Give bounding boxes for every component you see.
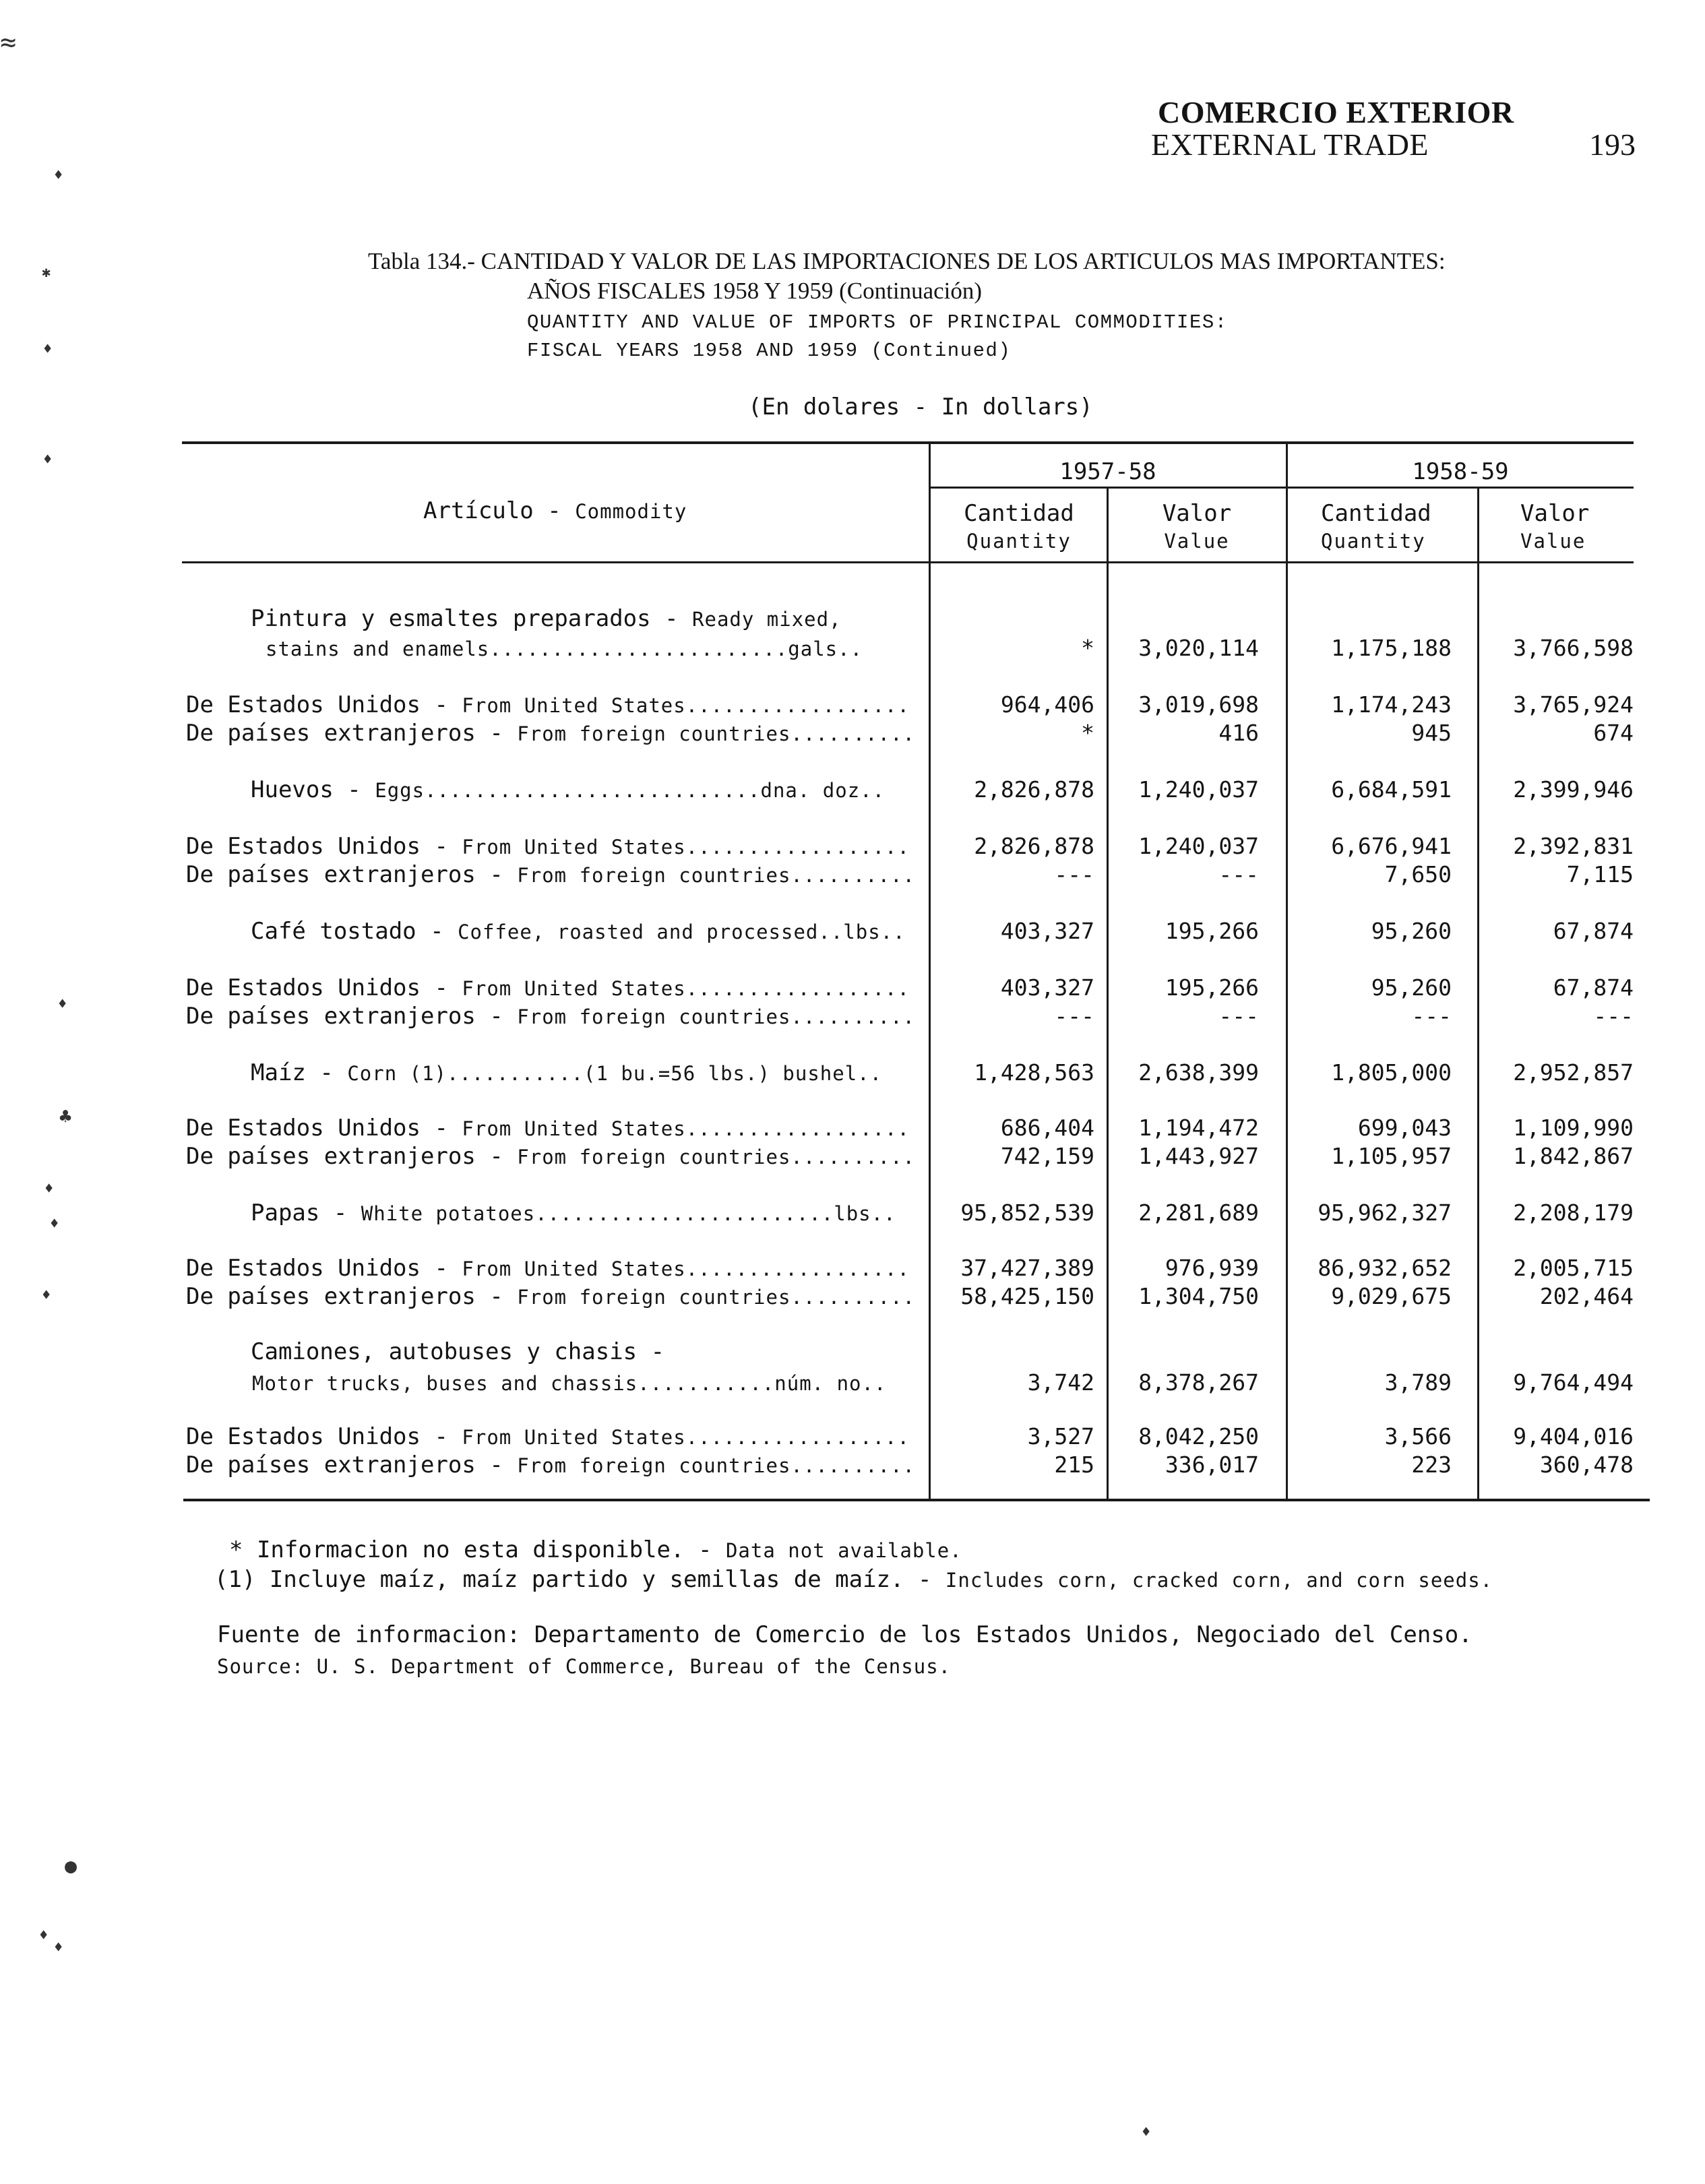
table-row: De Estados Unidos - From United States.................. 2,826,878 1,240,037 6,676,941 2,392,831 — [186, 833, 1634, 860]
col-quantity-es: Cantidad — [964, 500, 1074, 527]
table-row: De países extranjeros - From foreign countries.......... 215 336,017 223 360,478 — [186, 1452, 1634, 1478]
title-es-line-2: AÑOS FISCALES 1958 Y 1959 (Continuación) — [527, 278, 983, 304]
scan-mark: ♦ — [42, 1287, 51, 1304]
scan-mark: ♦ — [58, 996, 67, 1013]
source-es: Fuente de informacion: Departamento de Comercio de los Estados Unidos, Negociado del Censo. — [217, 1621, 1472, 1648]
table-row: Maíz - Corn (1)...........(1 bu.=56 lbs.) bushel.. 1,428,563 2,638,399 1,805,000 2,952,857 — [251, 1059, 1634, 1086]
table-row: stains and enamels........................gals.. * 3,020,114 1,175,188 3,766,598 — [266, 635, 1634, 661]
table-row: Camiones, autobuses y chasis - — [251, 1338, 665, 1365]
table-row: De Estados Unidos - From United States.................. 686,404 1,194,472 699,043 1,109,990 — [186, 1115, 1634, 1142]
title-units: (En dolares - In dollars) — [748, 394, 1093, 420]
title-en-line-1: QUANTITY AND VALUE OF IMPORTS OF PRINCIPAL COMMODITIES: — [527, 311, 1228, 334]
table-bottom-rule — [183, 1499, 1650, 1501]
scan-mark: ♦ — [54, 1939, 63, 1956]
table-row: De Estados Unidos - From United States.................. 37,427,389 976,939 86,932,652 2,005,715 — [186, 1255, 1634, 1282]
col-quantity-en: Quantity — [966, 530, 1072, 553]
title-en-line-2: FISCAL YEARS 1958 AND 1959 (Continued) — [527, 340, 1012, 362]
footnote-1: (1) Incluye maíz, maíz partido y semillas de maíz. - Includes corn, cracked corn, and corn seeds. — [214, 1566, 1493, 1593]
title-es-line-1: Tabla 134.- CANTIDAD Y VALOR DE LAS IMPORTACIONES DE LOS ARTICULOS MAS IMPORTANTES: — [368, 248, 1446, 274]
scan-mark: ♦ — [43, 451, 53, 468]
col-value-es: Valor — [1520, 500, 1590, 527]
scan-mark: ♦ — [39, 1927, 49, 1944]
scan-mark: ♦ — [50, 1216, 59, 1233]
year-rule — [930, 487, 1634, 489]
table-row: Motor trucks, buses and chassis...........núm. no.. 3,742 8,378,267 3,789 9,764,494 — [252, 1369, 1634, 1396]
table-row: De países extranjeros - From foreign countries.......... 58,425,150 1,304,750 9,029,675 202,464 — [186, 1283, 1634, 1310]
col-value-en: Value — [1520, 530, 1586, 553]
table-row: De Estados Unidos - From United States.................. 403,327 195,266 95,260 67,874 — [186, 974, 1634, 1001]
header-line-1: COMERCIO EXTERIOR — [1158, 95, 1514, 129]
col-quantity-1959 — [1287, 500, 1483, 553]
commodity-header-es: Artículo - — [423, 497, 561, 524]
header-bottom-rule — [182, 561, 1634, 563]
table-row: Café tostado - Coffee, roasted and processed..lbs.. 403,327 195,266 95,260 67,874 — [251, 918, 1634, 945]
header-line-2: EXTERNAL TRADE — [1151, 127, 1429, 162]
col-value-en: Value — [1164, 530, 1230, 553]
table-row: De Estados Unidos - From United States.................. 3,527 8,042,250 3,566 9,404,016 — [186, 1423, 1634, 1450]
scan-mark: ♣ — [59, 1105, 72, 1129]
commodity-header — [423, 497, 687, 524]
scan-mark: ≈ — [0, 27, 17, 58]
scan-mark: ✱ — [42, 264, 51, 281]
col-quantity-en: Quantity — [1321, 530, 1426, 553]
table-row: De países extranjeros - From foreign countries.......... --- --- --- --- — [186, 1003, 1634, 1030]
table-row: Pintura y esmaltes preparados - Ready mixed, — [251, 605, 842, 632]
col-value-1959 — [1479, 500, 1675, 553]
year-header-2: 1958-59 — [1412, 458, 1509, 485]
source-en: Source: U. S. Department of Commerce, Bureau of the Census. — [217, 1655, 952, 1678]
table-top-rule — [182, 441, 1634, 444]
scan-mark: ♦ — [43, 341, 53, 358]
page-number: 193 — [1589, 127, 1636, 162]
table-row: De países extranjeros - From foreign countries.......... 742,159 1,443,927 1,105,957 1,842,867 — [186, 1143, 1634, 1170]
scan-mark: ♦ — [1142, 2124, 1151, 2141]
table-row: De países extranjeros - From foreign countries.......... --- --- 7,650 7,115 — [186, 861, 1634, 888]
scan-mark: ♦ — [44, 1181, 54, 1197]
col-quantity-1958 — [930, 500, 1108, 553]
scan-mark: ● — [65, 1854, 78, 1878]
col-quantity-es: Cantidad — [1321, 500, 1431, 527]
footnote-not-available: * Informacion no esta disponible. - Data not available. — [229, 1536, 962, 1563]
table-row: De Estados Unidos - From United States.................. 964,406 3,019,698 1,174,243 3,765,924 — [186, 691, 1634, 718]
col-value-es: Valor — [1162, 500, 1232, 527]
year-header-1: 1957-58 — [1059, 458, 1156, 485]
table-row: Huevos - Eggs...........................dna. doz.. 2,826,878 1,240,037 6,684,591 2,399,946 — [251, 776, 1634, 803]
table-row: De países extranjeros - From foreign countries.......... * 416 945 674 — [186, 720, 1634, 747]
col-value-1958 — [1108, 500, 1286, 553]
table-row: Papas - White potatoes........................lbs.. 95,852,539 2,281,689 95,962,327 2,208,179 — [251, 1199, 1634, 1226]
commodity-header-en: Commodity — [575, 500, 687, 523]
scan-mark: ♦ — [54, 167, 63, 184]
